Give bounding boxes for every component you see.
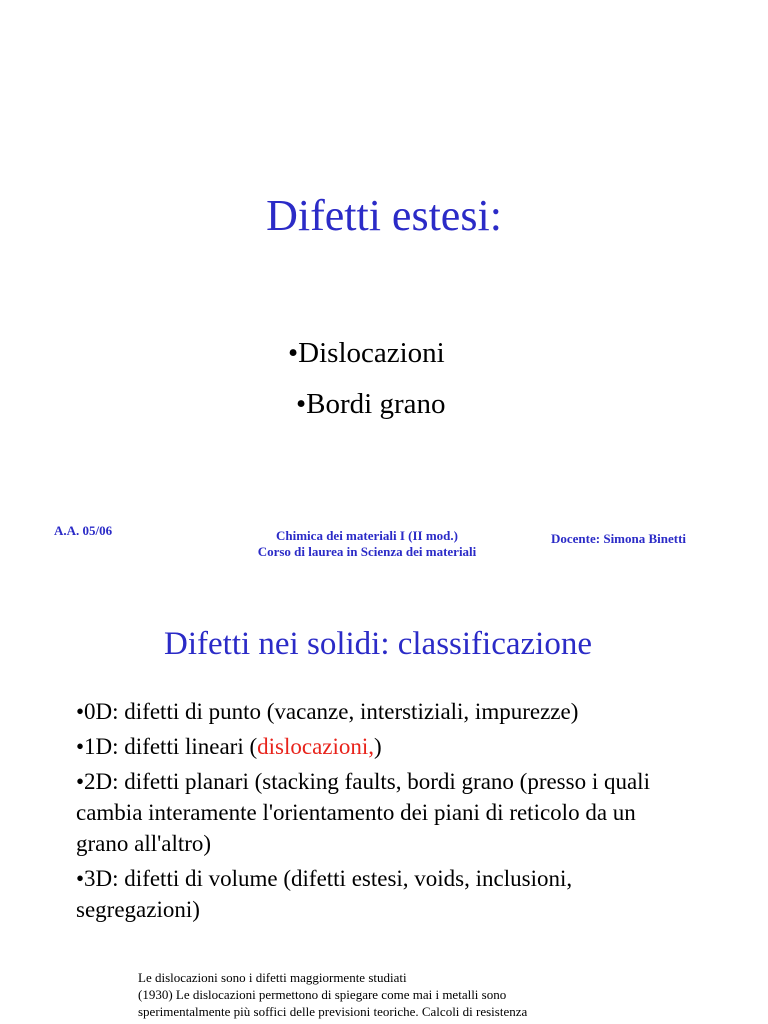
list-item-2d: •2D: difetti planari (stacking faults, bordi grano (presso i quali cambia interamente l'orientamento dei piani di reticolo da un grano all'altro) — [76, 769, 650, 856]
footer-academic-year: A.A. 05/06 — [54, 523, 113, 538]
list-item-1d — [76, 731, 676, 762]
bullet-dislocazioni: •Dislocazioni — [288, 337, 445, 369]
footer-teacher: Docente: Simona Binetti — [551, 531, 687, 546]
notes-line-1: Le dislocazioni sono i difetti maggiormente studiati — [138, 970, 407, 985]
slide-title: Difetti estesi: — [266, 191, 502, 240]
footer-course-line-1: Chimica dei materiali I (II mod.) — [276, 528, 458, 543]
notes-line-3: sperimentalmente più soffici delle previsioni teoriche. Calcoli di resistenza — [138, 1004, 528, 1019]
speaker-notes — [138, 969, 618, 1020]
footer-course-line-2: Corso di laurea in Scienza dei materiali — [257, 544, 477, 559]
list-item-0d: •0D: difetti di punto (vacanze, interstiziali, impurezze) — [76, 699, 579, 724]
list-item-3d: •3D: difetti di volume (difetti estesi, voids, inclusioni, segregazioni) — [76, 866, 573, 922]
notes-line-2: (1930) Le dislocazioni permettono di spiegare come mai i metalli sono — [138, 987, 507, 1002]
slide-title-classificazione: Difetti nei solidi: classificazione — [164, 626, 592, 662]
bullet-bordi-grano: •Bordi grano — [296, 388, 446, 420]
list-item-1d-prefix: •1D: difetti lineari ( — [76, 734, 258, 759]
defect-list — [76, 696, 676, 929]
list-item-1d-suffix: ) — [374, 734, 382, 759]
highlight-dislocazioni: dislocazioni, — [257, 734, 375, 759]
